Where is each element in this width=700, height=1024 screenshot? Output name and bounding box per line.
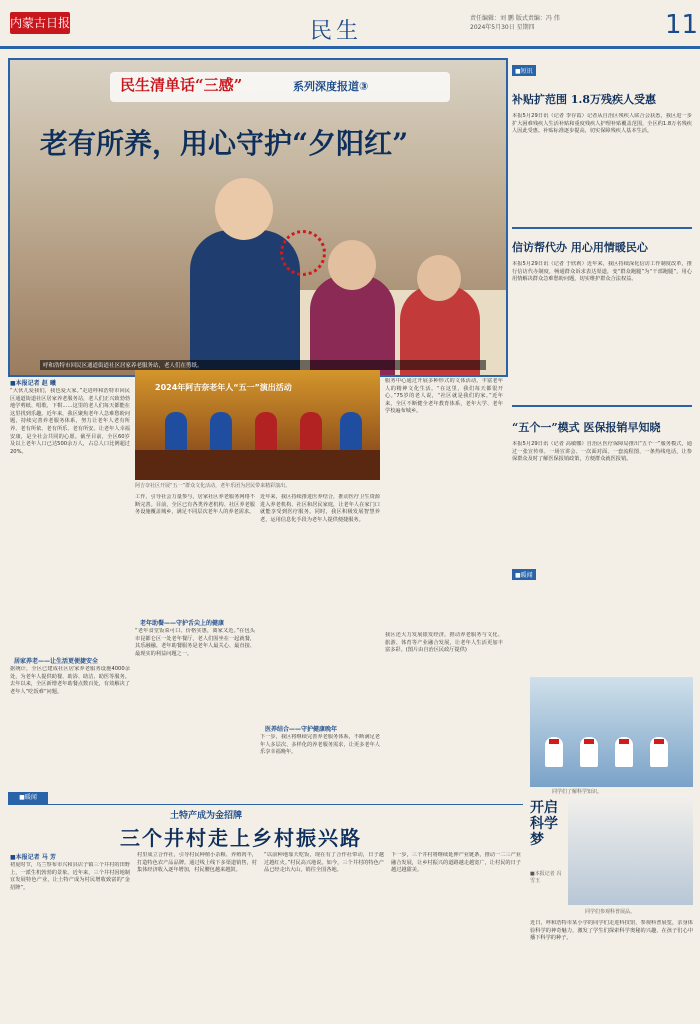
feature-col-1-text: “大伙儿爱我们，我也爱大家。”走进呼和浩特市回民区通道街道社区居家养老服务站，老人们正兴致勃勃地学剪纸、唱歌、下棋……这里的老人们每天都能在这里找到乐趣。近年来，我区聚焦老年人急难愁盼问题，持续完善养老服务体系，努力让老年人老有所养、老有所依、老有所乐、老有所安。让老年人幸福安康，是全社会共同的心愿。截至目前，全区60岁及以上老年人口已达500余万人，占总人口比例超过20%。	[10, 388, 130, 455]
musician-5	[340, 412, 362, 452]
feature-col-1b-text: 据统计，全区已建成社区居家养老服务设施4000余处，为老年人提供助餐、助浴、助洁、助医等服务。去年以来，全区新增老年助餐点数百处，有效解决了老年人“吃饭难”问题。	[10, 666, 130, 695]
feature-subhead-b: 老年助餐——守护舌尖上的健康	[140, 620, 225, 627]
masthead	[0, 0, 700, 52]
musician-1	[165, 412, 187, 452]
feature-col-3-text: 近年来，我区持续推进医养结合，推动医疗卫生资源进入养老机构、社区和居民家庭，让老年人在家门口就能享受到医疗服务。同时，我区积极发展智慧养老，运用信息化手段为老年人提供便捷服务。	[260, 494, 380, 523]
right-divider-2	[512, 405, 692, 407]
musician-3	[255, 412, 277, 452]
right-headline-1: 补贴扩范围 1.8万残疾人受惠	[512, 93, 656, 106]
bottom-col-3: “以前种地靠天吃饭，现在有了合作社带动，日子越过越红火。”村民高兴地说。如今，三个井村的特色产品已经走出大山，销往全国各地。	[264, 852, 384, 874]
feature-subhead-a: 居家养老——让生活更便捷安全	[14, 658, 99, 665]
feature-photo	[10, 60, 506, 375]
right-headline-2: 信访帮代办 用心用情暖民心	[512, 241, 648, 254]
stage-banner: 2024年阿吉奈老年人“五一”演出活动	[155, 383, 292, 392]
feature-col-2b-text: “老年食堂饭菜可口、价格实惠，离家又近。”在包头市昆都仑区一处老年餐厅，老人们围坐在一起就餐，其乐融融。老年助餐服务是老年人最关心、最直接、最现实的利益问题之一。	[135, 628, 255, 657]
header-rule	[0, 46, 700, 49]
right-text-3: 本报5月29日讯（记者 高敏娜）自治区医疗保障局推出“五个一”服务模式，通过一张宣传单、一场宣讲会、一次面对面、一套流程图、一条热线电话，让参保群众及时了解医保报销政策，方便群众就医报销。	[512, 441, 692, 463]
feature-subhead-c: 医养结合——守护健康晚年	[265, 726, 338, 733]
bottom-col-1: 初夏时节，乌兰察布市兴和县店子镇三个井村的田野上，一派生机勃勃的景象。近年来，三个井村因地制宜发展特色产业，让土特产成为村民增收致富的“金招牌”。	[10, 862, 130, 891]
meta-line-2: 2024年5月30日 星期四	[470, 24, 535, 31]
feature-byline: ■本报记者 赵 曦	[10, 380, 56, 387]
feature-col-2-text: 工作，引导社会力量参与，居家社区养老服务网络不断完善。目前，全区已有各类养老机构、社区养老服务设施覆盖城乡，满足不同层次老年人的养老需求。	[135, 494, 255, 516]
newspaper-logo: 内蒙古日报	[10, 12, 70, 34]
photo-person-man-head	[215, 178, 273, 240]
red-scarf-1	[549, 739, 559, 744]
red-scarf-2	[584, 739, 594, 744]
page-number: 11	[665, 10, 699, 40]
bottom-byline: ■本报记者 马 芳	[10, 854, 56, 861]
right-divider-1	[512, 227, 692, 229]
bottom-subtitle: 土特产成为金招牌	[170, 811, 243, 821]
feature-col-3b	[260, 734, 380, 788]
feature-col-4b-text: 我区还大力发展银发经济，推动养老服务与文化、旅游、体育等产业融合发展，让老年人生活更加丰富多彩。(图片由自治区民政厅提供)	[385, 632, 503, 654]
feature-col-2b	[135, 628, 255, 788]
performance-photo	[135, 370, 380, 480]
science-text: 近日，呼和浩特市某小学的同学们走进科技馆，参观科普展览，亲身体验科学的神奇魅力，激发了学生们探索科学奥秘的兴趣，在孩子们心中播下科学的种子。	[530, 920, 693, 942]
feature-col-3b-text: 下一步，我区将继续完善养老服务体系，不断满足老年人多层次、多样化的养老服务需求，让更多老年人乐享幸福晚年。	[260, 734, 380, 756]
science-photo-2-caption: 同学们参观科普展品。	[585, 909, 636, 915]
feature-col-3	[260, 494, 380, 614]
series-subtitle: 系列深度报道③	[293, 80, 369, 93]
photo-person-woman-2-head	[417, 255, 461, 301]
feature-col-1b	[10, 666, 130, 786]
right-text-1: 本报5月29日讯（记者 李存霞）记者从自治区残疾人联合会获悉，我区进一步扩大困难残疾人生活补贴和重度残疾人护理补贴覆盖范围，全区约1.8万名残疾人因此受惠。补贴标准逐步提高，切实保障残疾人基本生活。	[512, 113, 692, 135]
section-title: 民生	[310, 19, 363, 44]
right-tag-1: ■短讯	[512, 65, 536, 76]
bottom-tag: ■暖闻	[8, 792, 48, 804]
meta-line-1: 责任编辑：刘 鹏 版式责编：冯 伟	[470, 15, 560, 22]
right-tag-2: ■暖闻	[512, 569, 536, 580]
feature-col-4b	[385, 632, 503, 788]
science-photo-2	[568, 795, 693, 905]
science-byline: ■本报记者 冯雪玉	[530, 871, 562, 884]
performance-caption: 阿吉奈社区开展“五一”群众文化活动，老年乐团为居民带来精彩演出。	[135, 483, 291, 489]
feature-col-4-text: 服务中心通过开展多种形式的文体活动，丰富老年人的精神文化生活。“在这里，我们每天都很开心。”75岁的老人说，“社区就是我们的家。”近年来，全区不断健全老年教育体系，老年大学、老年学校遍布城乡。	[385, 378, 503, 415]
feature-col-1	[10, 388, 130, 653]
science-photo-1-caption: 同学们了解科学知识。	[552, 789, 603, 795]
feature-col-4	[385, 378, 503, 628]
science-photo-1	[530, 677, 693, 787]
stage-floor	[135, 450, 380, 480]
right-column	[512, 58, 692, 581]
series-title: 民生清单话“三感”	[120, 76, 243, 94]
feature-col-2	[135, 494, 255, 614]
science-headline: 开启科学梦	[530, 800, 558, 848]
red-scarf-4	[654, 739, 664, 744]
masthead-meta	[470, 14, 670, 32]
right-text-2: 本报5月29日讯（记者 于欣莉）近年来，我区持续深化信访工作制度改革，推行信访代办制度，畅通群众诉求表达渠道，变“群众跑腿”为“干部跑腿”，用心用情解决群众急难愁盼问题，切实维护群众合法权益。	[512, 261, 692, 283]
bottom-col-2: 村里成立合作社，引导村民种植小杂粮、养殖肉羊，打造特色农产品品牌。通过线上线下多渠道销售，村集体经济收入逐年增加，村民腰包越来越鼓。	[137, 852, 257, 874]
musician-2	[210, 412, 232, 452]
red-scarf-3	[619, 739, 629, 744]
feature-photo-caption: 呼和浩特市回民区通道街道社区居家养老服务站，老人们在剪纸。	[40, 360, 486, 370]
feature-photo-box	[8, 58, 508, 377]
bottom-col-4: 下一步，三个井村将继续延伸产业链条，推动一二三产业融合发展，让乡村振兴的道路越走越宽广，让村民的日子越过越甜美。	[391, 852, 521, 874]
bottom-rule	[8, 804, 523, 805]
musician-4	[300, 412, 322, 452]
photo-person-woman-1-head	[328, 240, 376, 290]
right-headline-3: “五个一”模式 医保报销早知晓	[512, 421, 661, 434]
paper-cut	[280, 230, 326, 276]
feature-headline: 老有所养，用心守护“夕阳红”	[40, 127, 409, 160]
bottom-headline: 三个井村走上乡村振兴路	[120, 826, 362, 850]
